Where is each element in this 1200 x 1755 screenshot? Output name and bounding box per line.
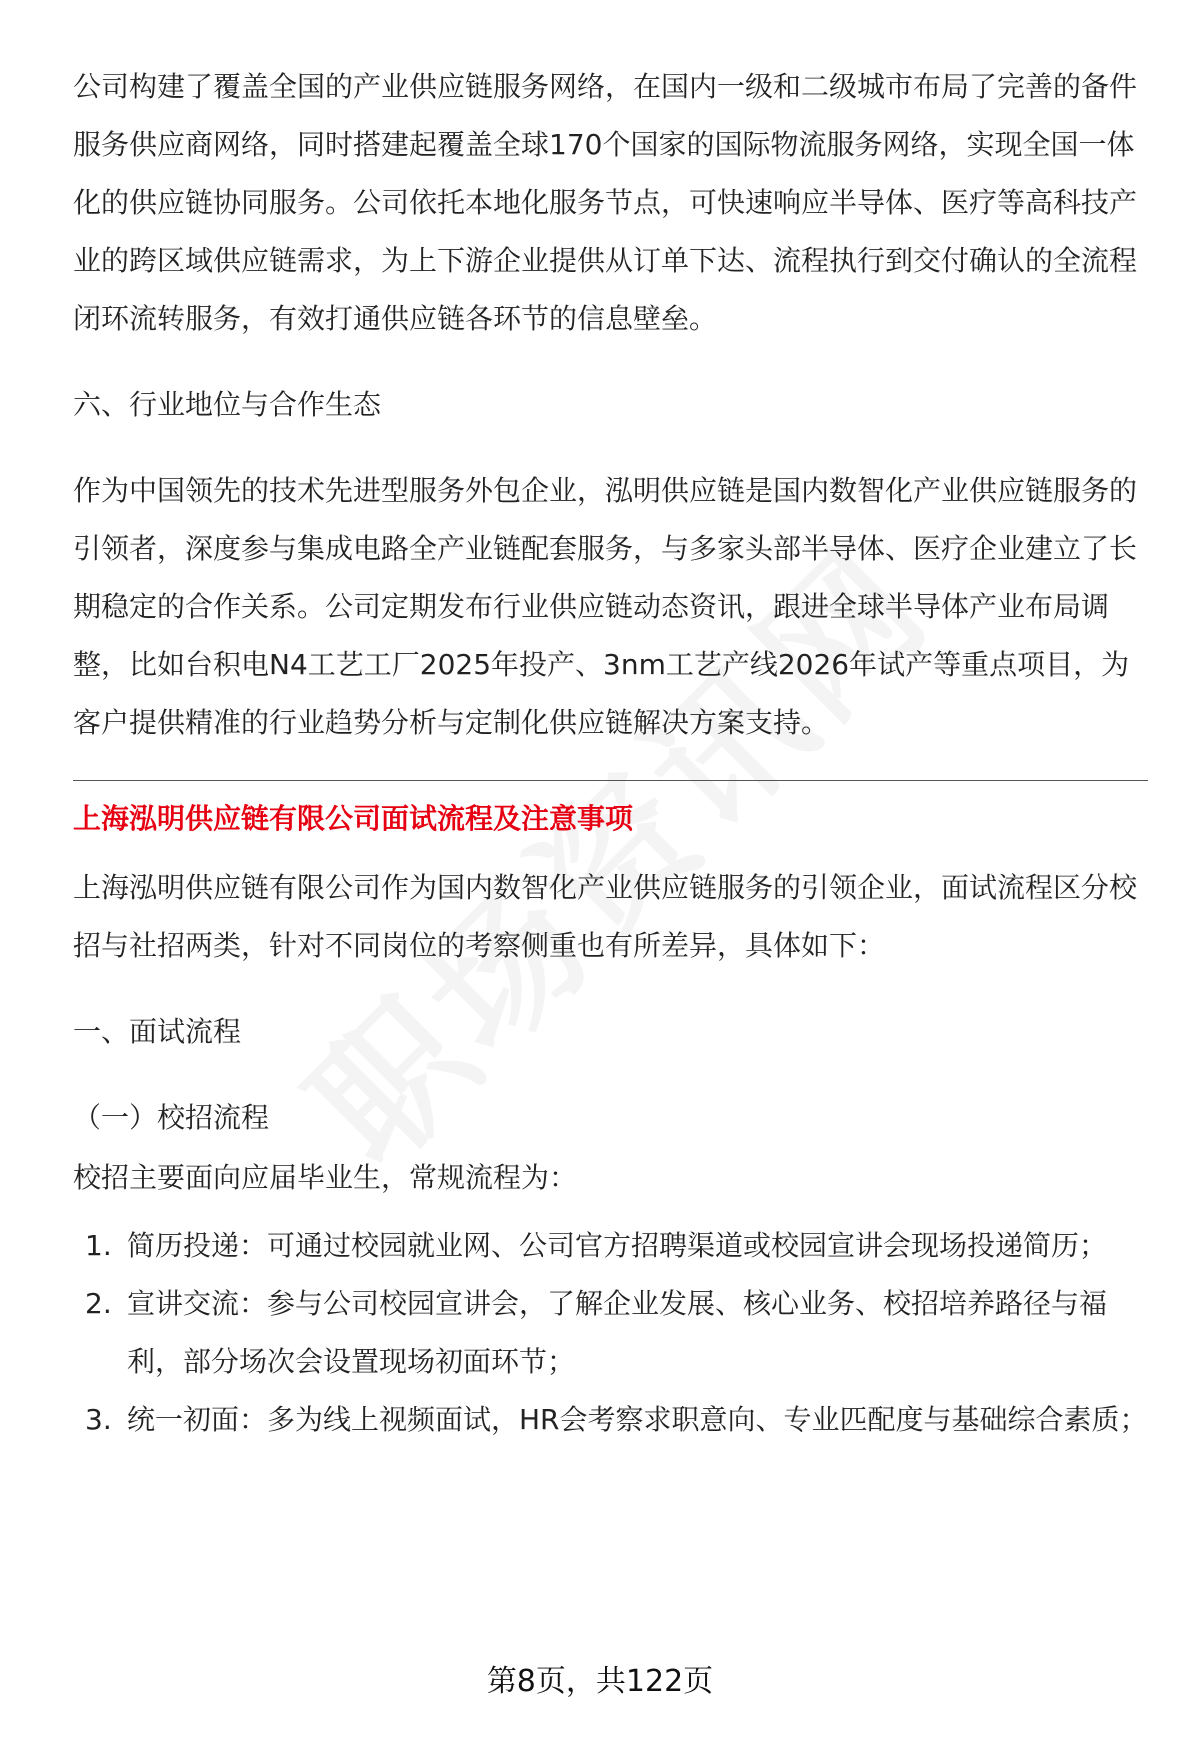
list-item-number: 2. — [85, 1287, 112, 1320]
campus-steps-list — [73, 1217, 1148, 1449]
list-item-number: 3. — [85, 1403, 112, 1436]
section-divider — [73, 780, 1148, 781]
sub1-heading: （一）校招流程 — [73, 1101, 270, 1134]
list-item — [73, 1217, 1148, 1275]
section6-heading: 六、行业地位与合作生态 — [73, 388, 382, 421]
list-item — [73, 1391, 1148, 1449]
intro-paragraph: 公司构建了覆盖全国的产业供应链服务网络，在国内一级和二级城市布局了完善的备件服务供应商网络，同时搭建起覆盖全球170个国家的国际物流服务网络，实现全国一体化的供应链协同服务。公司依托本地化服务节点，可快速响应半导体、医疗等高科技产业的跨区域供应链需求，为上下游企业提供从订单下达、流程执行到交付确认的全流程闭环流转服务，有效打通供应链各环节的信息壁垒。 — [73, 70, 1138, 335]
section6-paragraph: 作为中国领先的技术先进型服务外包企业，泓明供应链是国内数智化产业供应链服务的引领者，深度参与集成电路全产业链配套服务，与多家头部半导体、医疗企业建立了长期稳定的合作关系。公司定期发布行业供应链动态资讯，跟进全球半导体产业布局调整，比如台积电N4工艺工厂2025年投产、3nm工艺产线2026年试产等重点项目，为客户提供精准的行业趋势分析与定制化供应链解决方案支持。 — [73, 474, 1138, 739]
section1-heading: 一、面试流程 — [73, 1015, 242, 1048]
page-number-footer: 第8页，共122页 — [486, 1664, 714, 1699]
list-item-text: 统一初面：多为线上视频面试，HR会考察求职意向、专业匹配度与基础综合素质； — [127, 1403, 1148, 1436]
list-item — [73, 1275, 1148, 1391]
list-item-text: 宣讲交流：参与公司校园宣讲会，了解企业发展、核心业务、校招培养路径与福利，部分场次会设置现场初面环节； — [127, 1287, 1108, 1378]
page-content — [73, 58, 1148, 1449]
interview-title: 上海泓明供应链有限公司面试流程及注意事项 — [73, 802, 634, 835]
list-item-number: 1. — [85, 1229, 112, 1262]
interview-intro: 上海泓明供应链有限公司作为国内数智化产业供应链服务的引领企业，面试流程区分校招与社招两类，针对不同岗位的考察侧重也有所差异，具体如下： — [73, 871, 1138, 962]
list-item-text: 简历投递：可通过校园就业网、公司官方招聘渠道或校园宣讲会现场投递简历； — [127, 1229, 1108, 1262]
sub1-lead: 校招主要面向应届毕业生，常规流程为： — [73, 1161, 578, 1194]
